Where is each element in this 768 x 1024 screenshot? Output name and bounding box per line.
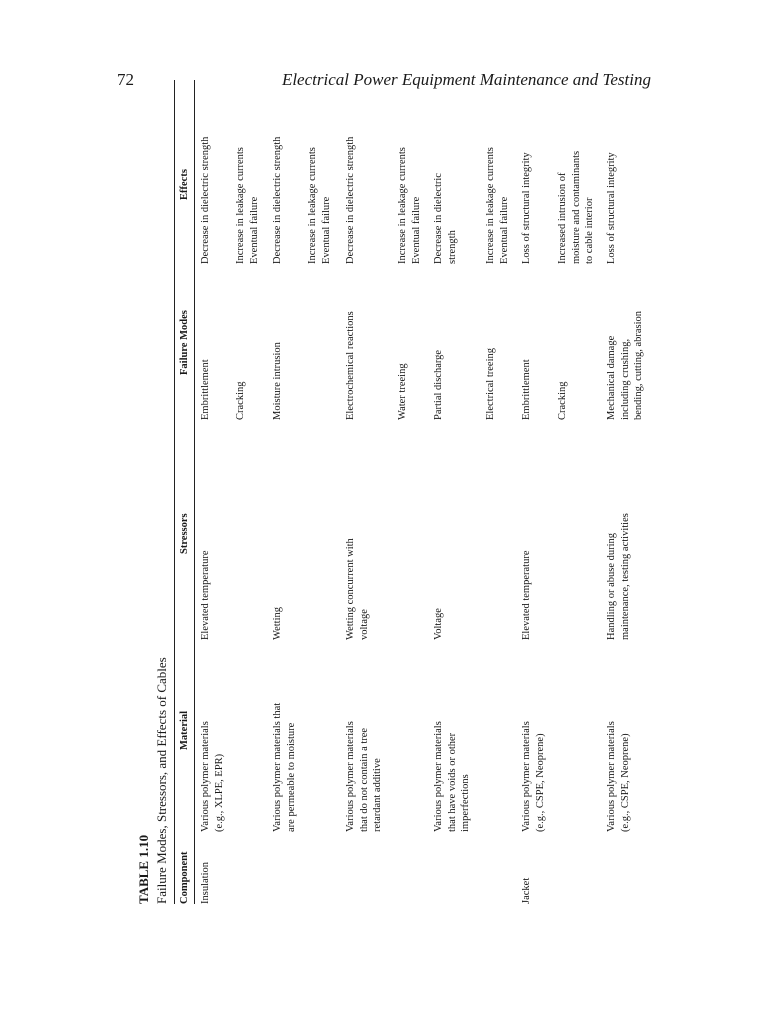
rotated-table	[136, 80, 656, 904]
table-cell-failure-mode: Mechanical damage including crushing, bending, cutting, abrasion	[606, 310, 644, 420]
table-cell-material: Various polymer materials that are permeable to moisture	[272, 702, 297, 832]
table-cell-material: Various polymer materials (e.g., XLPE, EPR)	[200, 721, 225, 832]
table-cell-failure-mode: Partial discharge	[433, 349, 444, 420]
header-material: Material	[179, 710, 190, 750]
table-cell-effect: Increase in leakage currents Eventual failure	[397, 147, 422, 264]
table-cell-effect: Decrease in dielectric strength	[345, 136, 356, 264]
table-cell-component: Insulation	[200, 862, 211, 904]
header-failure-modes: Failure Modes	[179, 310, 190, 375]
table-cell-material: Various polymer materials (e.g., CSPE, Neoprene)	[521, 721, 546, 832]
table-cell-failure-mode: Embrittlement	[521, 359, 532, 420]
table-cell-stressor: Elevated temperature	[200, 550, 211, 640]
table-cell-failure-mode: Water treeing	[397, 363, 408, 420]
table-cell-effect: Decrease in dielectric strength	[433, 173, 458, 264]
header-rule	[194, 80, 195, 904]
running-title: Electrical Power Equipment Maintenance and Testing	[281, 70, 651, 89]
page-number: 72	[117, 70, 134, 89]
table-cell-effect: Increased intrusion of moisture and contaminants to cable interior	[557, 150, 595, 264]
table-label: TABLE 1.10	[136, 834, 151, 904]
table-cell-failure-mode: Electrochemical reactions	[345, 311, 356, 420]
table-cell-failure-mode: Electrical treeing	[485, 348, 496, 420]
table-cell-failure-mode: Cracking	[557, 381, 568, 420]
table-cell-effect: Loss of structural integrity	[521, 152, 532, 264]
header-stressors: Stressors	[179, 513, 190, 554]
table-cell-failure-mode: Cracking	[235, 381, 246, 420]
table-cell-stressor: Handling or abuse during maintenance, testing activities	[606, 513, 631, 640]
table-top-rule	[174, 80, 175, 904]
table-cell-effect: Increase in leakage currents Eventual failure	[235, 147, 260, 264]
table-cell-failure-mode: Moisture intrusion	[272, 342, 283, 420]
table-cell-material: Various polymer materials (e.g., CSPE, Neoprene)	[606, 721, 631, 832]
table-cell-effect: Loss of structural integrity	[606, 152, 617, 264]
table-cell-stressor: Voltage	[433, 608, 444, 640]
table-cell-stressor: Wetting	[272, 607, 283, 640]
table-cell-material: Various polymer materials that do not contain a tree retardant additive	[345, 721, 383, 832]
table-cell-stressor: Wetting concurrent with voltage	[345, 538, 370, 640]
table-caption: Failure Modes, Stressors, and Effects of Cables	[154, 657, 169, 904]
table-cell-effect: Decrease in dielectric strength	[272, 136, 283, 264]
table-cell-failure-mode: Embrittlement	[200, 359, 211, 420]
header-component: Component	[179, 851, 190, 904]
header-effects: Effects	[179, 169, 190, 200]
table-cell-effect: Increase in leakage currents Eventual failure	[307, 147, 332, 264]
table-cell-effect: Increase in leakage currents Eventual failure	[485, 147, 510, 264]
table-cell-effect: Decrease in dielectric strength	[200, 136, 211, 264]
table-cell-component: Jacket	[521, 877, 532, 904]
table-cell-material: Various polymer materials that have voids or other imperfections	[433, 721, 471, 832]
table-cell-stressor: Elevated temperature	[521, 550, 532, 640]
